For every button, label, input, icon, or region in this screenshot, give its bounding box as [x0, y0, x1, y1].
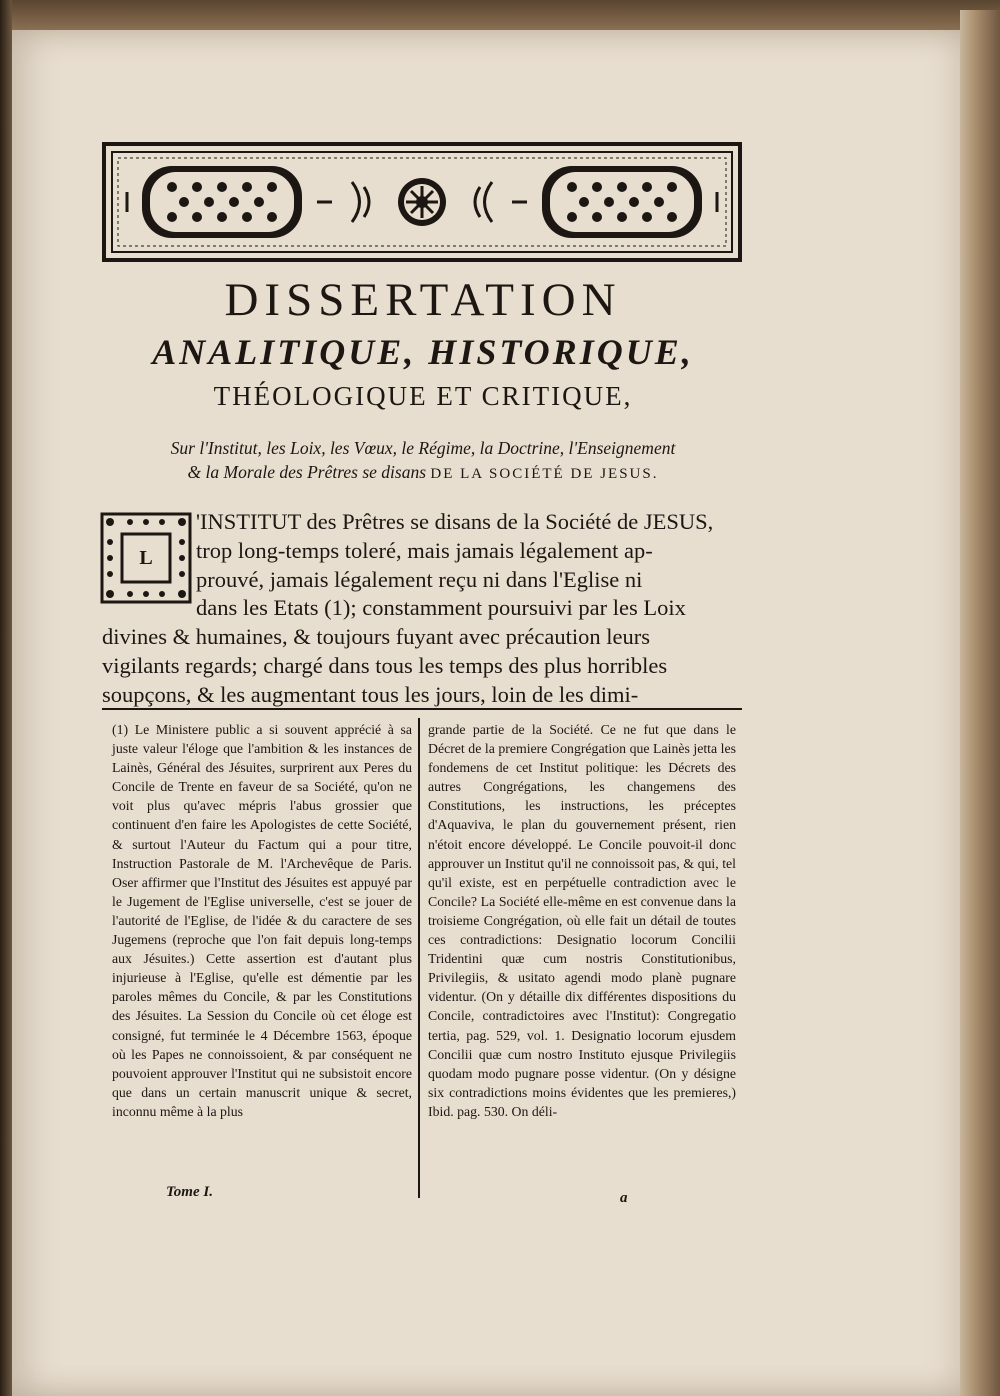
page-title: DISSERTATION — [224, 274, 622, 326]
ornamental-headpiece — [102, 142, 742, 262]
subtitle-line-3b-italic: & la Morale des Prêtres se disans — [187, 462, 431, 482]
text-line: 'INSTITUT des Prêtres se disans de la Société de JESUS, — [196, 509, 714, 534]
subtitle-line-2: THÉOLOGIQUE ET CRITIQUE, — [213, 381, 633, 411]
text-line: divines & humaines, & toujours fuyant avec précaution leurs — [102, 624, 650, 650]
column-divider — [418, 718, 420, 1198]
volume-signature: Tome I. — [166, 1184, 213, 1200]
text-line: trop long-temps toleré, mais jamais légalement ap- — [196, 537, 653, 563]
subtitle-line-3 — [100, 436, 746, 486]
text-line: vigilants regards; chargé dans tous les temps des plus horribles — [102, 652, 668, 678]
text-line: dans les Etats (1); constamment poursuivi par les Loix — [196, 595, 686, 621]
subtitle-line-3a: Sur l'Institut, les Loix, les Vœux, le Régime, la Doctrine, l'Enseignement — [170, 438, 676, 458]
page-top-edge — [0, 0, 1000, 30]
main-text — [102, 508, 742, 710]
text-line: prouvé, jamais légalement reçu ni dans l'Eglise ni — [196, 566, 643, 592]
page-fore-edge — [960, 10, 1000, 1396]
drop-cap-letter: L — [139, 547, 153, 569]
text-line: soupçons, & les augmentant tous les jours, loin de les dimi- — [102, 681, 639, 707]
subtitle-line-3b-smallcaps: DE LA SOCIÉTÉ DE JESUS. — [430, 466, 659, 482]
footnote-right-column: grande partie de la Société. Ce ne fut que dans le Décret de la premiere Congrégation que Lainès jetta les fondemens de cet Institut politique: les Décrets des autres Congrégations, les changemens des Constitutions, les instructions, les préceptes d'Aquaviva, le plan du gouvernement présent, rien n'étoit encore développé. Le Concile pouvoit-il donc approuver un Institut qu'il ne connoissoit pas, & qui, tel qu'il existe, est en perpétuelle contradiction avec le Concile? La Société elle-même en est convenue dans la troisieme Congrégation, où elle fait un détail de toutes ces contradictions: Designatio locorum Concilii Tridentini quæ cum nostris Constitutionibus, Privilegiis, & usitato agendi modo planè pugnare videntur. (On y détaille dix différentes dispositions du Concile, contradictoires avec l'Institut): Congregatio tertia, pag. 529, vol. 1. Designatio locorum ejusdem Concilii quæ cum nostro Instituto ejusque Privilegiis quodam modo pugnare posse videntur. (On y désigne six contradictions moins évidentes que les premieres,) Ibid. pag. 530. On déli- — [428, 722, 736, 1119]
book-gutter — [0, 0, 12, 1396]
footnote-left-column: (1) Le Ministere public a si souvent apprécié à sa juste valeur l'éloge que l'ambition & les instances de Lainès, Général des Jésuites, surprirent aux Peres du Concile de Trente en faveur de sa Société, qu'on ne voit plus qu'avec mépris l'abus grossier que continuent d'en faire les Apologistes de cette Société, & surtout l'Auteur du Factum qui a pour titre, Instruction Pastorale de M. l'Archevêque de Paris. Oser affirmer que l'Institut des Jésuites est appuyé par le Jugement de l'Eglise universelle, c'est se jouer de l'autorité de l'Eglise, de l'idée & du caractere de ses Jugemens (reproche que l'on fait depuis long-temps aux Jésuites.) Cette assertion est d'autant plus injurieuse à l'Eglise, qu'elle est démentie par les paroles mêmes du Concile, & par les Constitutions des Jésuites. La Session du Concile où cet éloge est consigné, fut terminée le 4 Décembre 1563, époque où les Papes ne connoissoient, & par conséquent ne pouvoient approuver l'Institut qui ne subsistoit encore que dans un certain manuscrit unique & secret, inconnu même à la plus — [112, 722, 412, 1119]
subtitle-line-1: ANALITIQUE, HISTORIQUE, — [152, 332, 694, 372]
gathering-signature: a — [620, 1190, 628, 1206]
footnote-rule — [102, 708, 742, 710]
